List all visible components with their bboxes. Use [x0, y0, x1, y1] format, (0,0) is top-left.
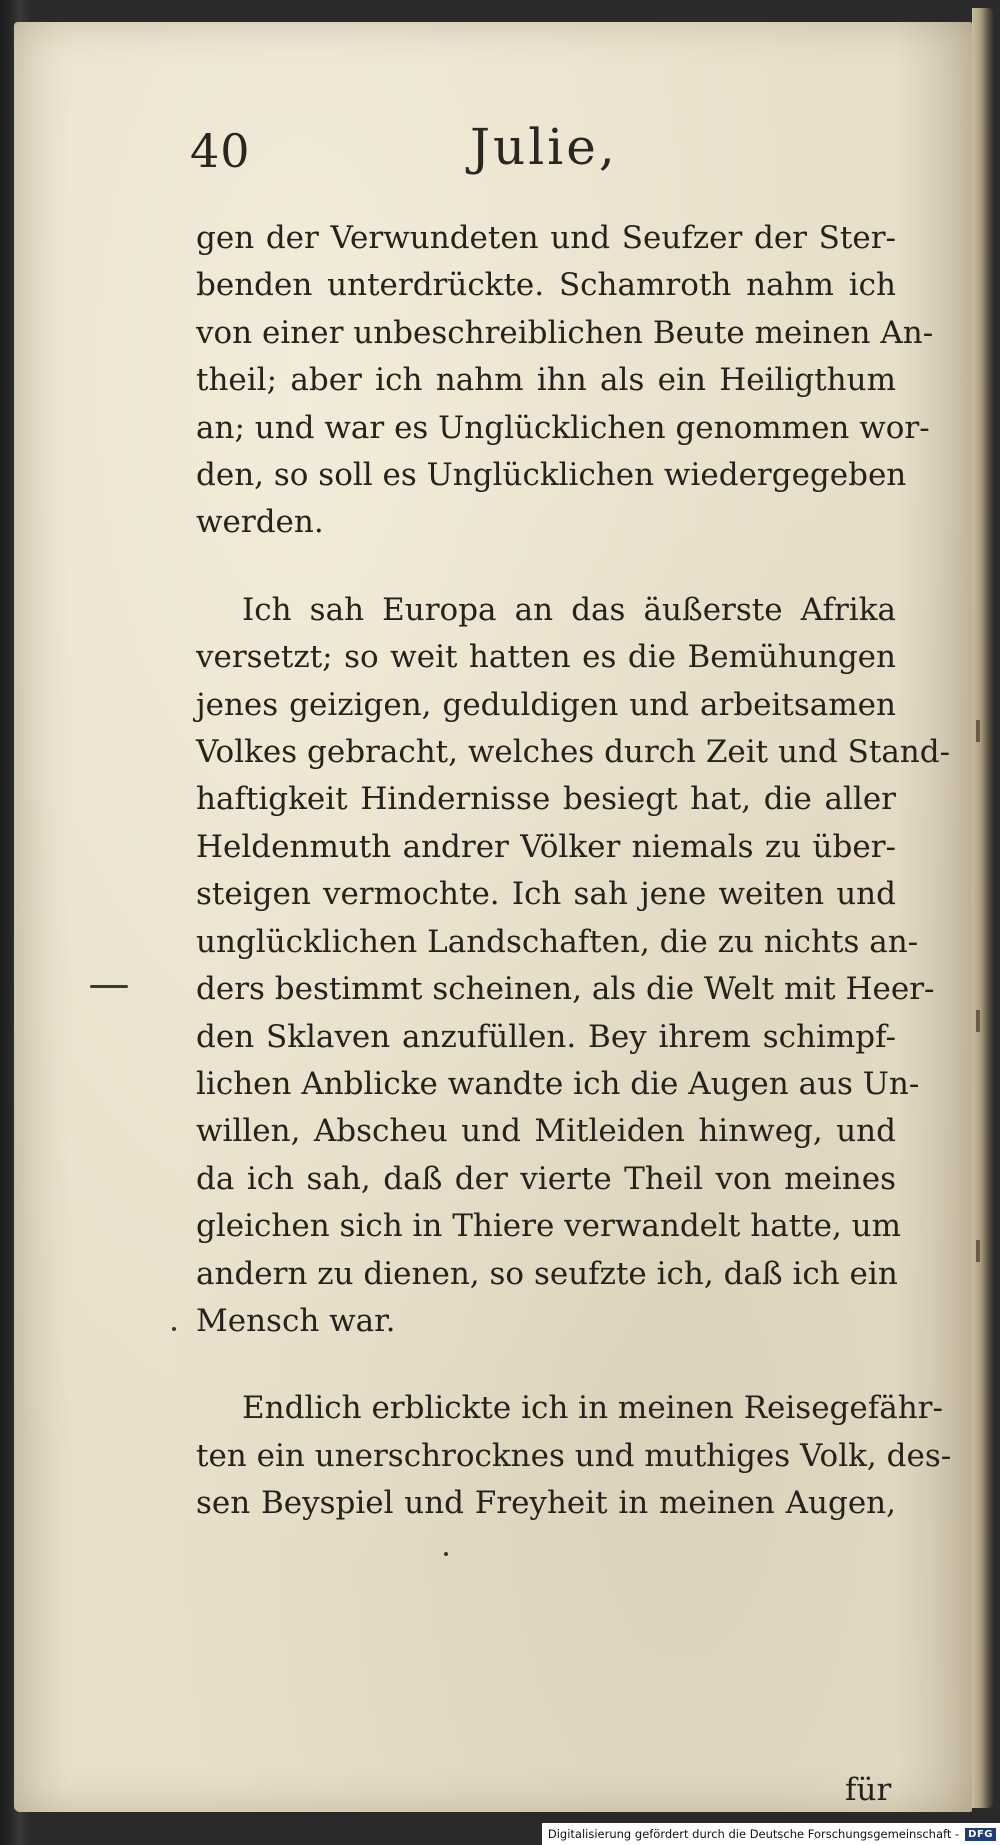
dfg-logo: DFG: [965, 1828, 996, 1841]
text-line: haftigkeit Hindernisse besiegt hat, die aller: [196, 781, 896, 818]
text-line: gleichen sich in Thiere verwandelt hatte, um: [196, 1208, 902, 1245]
page-number: 40: [190, 124, 251, 178]
text-line: benden unterdrückte. Schamroth nahm ich: [196, 267, 896, 304]
text-line: den Sklaven anzufüllen. Bey ihrem schimpf-: [196, 1018, 896, 1055]
text-line: Ich sah Europa an das äußerste Afrika: [242, 591, 896, 628]
paragraph: [196, 215, 934, 547]
text-line: Endlich erblickte ich in meinen Reisegefähr-: [242, 1390, 943, 1427]
text-line: willen, Abscheu und Mitleiden hinweg, und: [196, 1113, 896, 1150]
text-line: gen der Verwundeten und Seufzer der Ster-: [196, 220, 896, 256]
text-line: den, so soll es Unglücklichen wiedergegeben: [196, 457, 907, 494]
text-line: theil; aber ich nahm ihn als ein Heiligthum: [196, 362, 896, 399]
text-line: an; und war es Unglücklichen genommen wor-: [196, 409, 930, 446]
ink-speck: [444, 1552, 448, 1556]
catchword: für: [845, 1772, 892, 1808]
margin-mark: [90, 985, 128, 988]
ink-speck: [172, 1327, 176, 1331]
text-line: unglücklichen Landschaften, die zu nichts an-: [196, 923, 919, 960]
digitization-credit: [542, 1823, 1000, 1845]
text-line: ten ein unerschrocknes und muthiges Volk, des-: [196, 1437, 952, 1474]
paragraph: [196, 587, 951, 1346]
text-line: Heldenmuth andrer Völker niemals zu über-: [196, 828, 896, 865]
page-edge: [972, 8, 994, 1808]
text-line: sen Beyspiel und Freyheit in meinen Augen,: [196, 1485, 896, 1522]
body-text: [196, 215, 952, 1528]
running-head: [190, 118, 750, 188]
paragraph: [196, 1385, 952, 1527]
text-line: jenes geizigen, geduldigen und arbeitsamen: [196, 686, 896, 723]
text-line: von einer unbeschreiblichen Beute meinen An-: [196, 314, 934, 351]
text-line: Mensch war.: [196, 1302, 396, 1339]
text-line: ders bestimmt scheinen, als die Welt mit Heer-: [196, 971, 935, 1008]
running-title: Julie,: [470, 118, 618, 176]
page-edge-mark: [976, 1240, 980, 1262]
text-line: lichen Anblicke wandte ich die Augen aus Un-: [196, 1065, 920, 1102]
text-line: versetzt; so weit hatten es die Bemühungen: [196, 639, 896, 676]
credit-text: Digitalisierung gefördert durch die Deutsche Forschungsgemeinschaft -: [547, 1827, 960, 1841]
page-edge-mark: [976, 1010, 980, 1032]
text-line: Volkes gebracht, welches durch Zeit und Stand-: [196, 734, 951, 771]
text-line: werden.: [196, 504, 324, 541]
text-line: steigen vermochte. Ich sah jene weiten und: [196, 876, 896, 913]
text-line: da ich sah, daß der vierte Theil von meines: [196, 1160, 896, 1197]
text-line: andern zu dienen, so seufzte ich, daß ich ein: [196, 1255, 898, 1292]
page-edge-mark: [976, 720, 980, 742]
